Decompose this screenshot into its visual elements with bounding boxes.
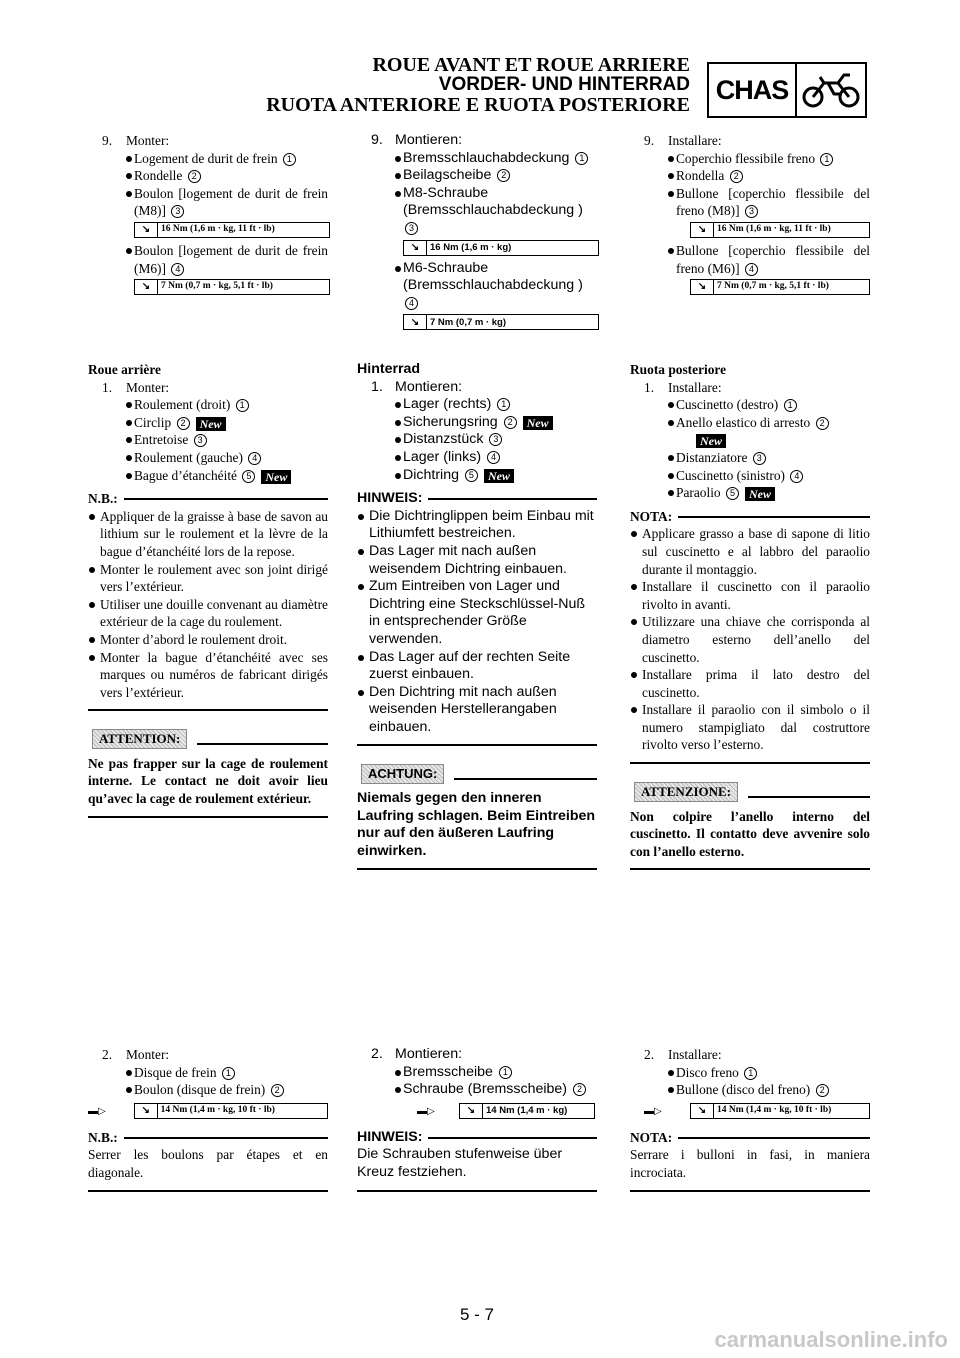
wrench-icon: ↘ [135, 223, 158, 237]
torque-spec: ↘ 7 Nm (0,7 m · kg) [403, 314, 599, 330]
it-rear-wheel: Ruota posteriore 1. Installare: Cuscinetto (destro) 1 Anello elastico di arresto 2 New Distanziatore 3 Cuscinetto (sinistro) 4 Paraolio 5 New NOTA: Applicare grasso a base di sapone di litio sul cuscinetto e al labbro del paraolio durante il montaggio. Installare il cuscinetto con il paraolio rivolto in avanti. Utilizzare una chiave che corrisponda al diametro esterno dell’anello del cuscinetto. Installare prima il lato destro del cuscinetto. Installare il paraolio con il simbolo o il numero stampigliato dal costruttore rivolto verso l’esterno. ATTENZIONE: Non colpire l’anello interno del cuscinetto. Il contatto deve avvenire solo con l’anello esterno. [630, 361, 870, 870]
torque-spec: ↘ 16 Nm (1,6 m · kg, 11 ft · lb) [690, 222, 870, 238]
section-heading: Ruota posteriore [630, 362, 727, 377]
caution-header: ATTENZIONE: [630, 782, 870, 802]
de-step9: 9. Montieren: Bremsschlauchabdeckung 1 Beilagscheibe 2 M8-Schraube (Bremsschlauchabdeckung ) 3 ↘ 16 Nm (1,6 m · kg) M6-Schraube (Bremsschlauchabdeckung ) 4 ↘ 7 Nm (0,7 m · kg) [357, 132, 597, 334]
torque-spec: ↘ 7 Nm (0,7 m · kg, 5,1 ft · lb) [134, 279, 330, 295]
section-heading: Hinterrad [357, 361, 421, 377]
note-header: N.B.: [88, 1129, 328, 1147]
torque-spec: ↘ 16 Nm (1,6 m · kg) [403, 240, 599, 256]
fr-step2: 2. Monter: Disque de frein 1 Boulon (disque de frein) 2 ▬▷ ↘ 14 Nm (1,4 m · kg, 10 ft · lb) N.B.: Serrer les boulons par étapes et en diagonale. [88, 1046, 328, 1192]
new-badge: New [696, 434, 726, 448]
title-de: VORDER- UND HINTERRAD [438, 74, 690, 95]
wrench-icon: ↘ [460, 1104, 483, 1118]
note-header: NOTA: [630, 508, 870, 526]
watermark: carmanualsonline.info [714, 1327, 948, 1352]
section-box [707, 62, 867, 118]
new-badge: New [261, 470, 291, 484]
note-header: HINWEIS: [357, 490, 597, 508]
page-number: 5 - 7 [460, 1305, 495, 1324]
torque-spec: ↘ 14 Nm (1,4 m · kg, 10 ft · lb) [134, 1103, 328, 1119]
note-header: N.B.: [88, 490, 328, 508]
new-badge: New [196, 417, 226, 431]
tighten-sequence-icon: ▬▷ [644, 1105, 662, 1117]
motorcycle-icon [797, 64, 865, 116]
caution-text: Niemals gegen den inneren Laufring schlagen. Beim Eintreiben nur auf den äußeren Laufring einwirken. [357, 790, 596, 859]
it-step2: 2. Installare: Disco freno 1 Bullone (disco del freno) 2 ▬▷ ↘ 14 Nm (1,4 m · kg, 10 ft · lb) NOTA: Serrare i bulloni in fasi, in maniera incrociata. [630, 1046, 870, 1192]
wrench-icon: ↘ [691, 1104, 714, 1118]
wrench-icon: ↘ [135, 1104, 158, 1118]
caution-header: ACHTUNG: [357, 764, 597, 784]
caution-text: Non colpire l’anello interno del cuscinetto. Il contatto deve avvenire solo con l’anello esterno. [630, 808, 870, 859]
new-badge: New [745, 487, 775, 501]
wrench-icon: ↘ [135, 280, 158, 294]
new-badge: New [523, 416, 553, 430]
it-step9: 9. Installare: Coperchio flessibile freno 1 Rondella 2 Bullone [coperchio flessibile del freno (M8)] 3 ↘ 16 Nm (1,6 m · kg, 11 ft · lb) Bullone [coperchio flessibile del freno (M6)] 4 ↘ 7 Nm (0,7 m · kg, 5,1 ft · lb) [630, 132, 870, 299]
wrench-icon: ↘ [404, 315, 427, 329]
new-badge: New [484, 469, 514, 483]
tighten-sequence-icon: ▬▷ [88, 1105, 106, 1117]
section-label: CHAS [709, 64, 797, 116]
torque-spec: ↘ 14 Nm (1,4 m · kg) [459, 1103, 595, 1119]
torque-spec: ↘ 7 Nm (0,7 m · kg, 5,1 ft · lb) [690, 279, 870, 295]
note-header: NOTA: [630, 1129, 870, 1147]
de-step2: 2. Montieren: Bremsscheibe 1 Schraube (Bremsscheibe) 2 ▬▷ ↘ 14 Nm (1,4 m · kg) HINWEIS: Die Schrauben stufenweise über Kreuz festziehen. [357, 1046, 597, 1192]
title-fr: ROUE AVANT ET ROUE ARRIERE [372, 54, 690, 76]
fr-step9: 9. Monter: Logement de durit de frein 1 Rondelle 2 Boulon [logement de durit de frein (M8)] 3 ↘ 16 Nm (1,6 m · kg, 11 ft · lb) Boulon [logement de durit de frein (M6)] 4 ↘ 7 Nm (0,7 m · kg, 5,1 ft · lb) [88, 132, 328, 299]
torque-spec: ↘ 14 Nm (1,4 m · kg, 10 ft · lb) [690, 1103, 870, 1119]
wrench-icon: ↘ [404, 241, 427, 255]
torque-spec: ↘ 16 Nm (1,6 m · kg, 11 ft · lb) [134, 222, 330, 238]
de-rear-wheel: Hinterrad 1. Montieren: Lager (rechts) 1 Sicherungsring 2 New Distanzstück 3 Lager (links) 4 Dichtring 5 New HINWEIS: Die Dichtringlippen beim Einbau mit Lithiumfett bestreichen. Das Lager mit nach außen weisendem Dichtring einbauen. Zum Eintreiben von Lager und Dichtring eine Steckschlüssel-Nuß in entsprechender Größe verwenden. Das Lager auf der rechten Seite zuerst einbauen. Den Dichtring mit nach außen weisenden Herstellerangaben einbauen. ACHTUNG: Niemals gegen den inneren Laufring schlagen. Beim Eintreiben nur auf den äußeren Laufring einwirken. [357, 361, 597, 870]
tighten-sequence-icon: ▬▷ [417, 1105, 435, 1117]
caution-header: ATTENTION: [88, 729, 328, 749]
wrench-icon: ↘ [691, 223, 714, 237]
fr-rear-wheel: Roue arrière 1. Monter: Roulement (droit) 1 Circlip 2 New Entretoise 3 Roulement (gauche) 4 Bague d’étanchéité 5 New N.B.: Appliquer de la graisse à base de savon au lithium sur le roulement et la lèvre de la bague d’étanchéité lors de la repose. Monter le roulement avec son joint dirigé vers l’extérieur. Utiliser une douille convenant au diamètre extérieur de la cage du roulement. Monter d’abord le roulement droit. Monter la bague d’étanchéité avec ses marques ou numéros de fabricant dirigés vers l’extérieur. ATTENTION: Ne pas frapper sur la cage de roulement interne. Le contact ne doit avoir lieu qu’avec la cage de roulement extérieur. [88, 361, 328, 818]
wrench-icon: ↘ [691, 280, 714, 294]
section-heading: Roue arrière [88, 362, 161, 377]
caution-text: Ne pas frapper sur la cage de roulement interne. Le contact ne doit avoir lieu qu’avec la cage de roulement extérieur. [88, 755, 328, 807]
note-header: HINWEIS: [357, 1129, 597, 1147]
title-it: RUOTA ANTERIORE E RUOTA POSTERIORE [266, 94, 690, 116]
